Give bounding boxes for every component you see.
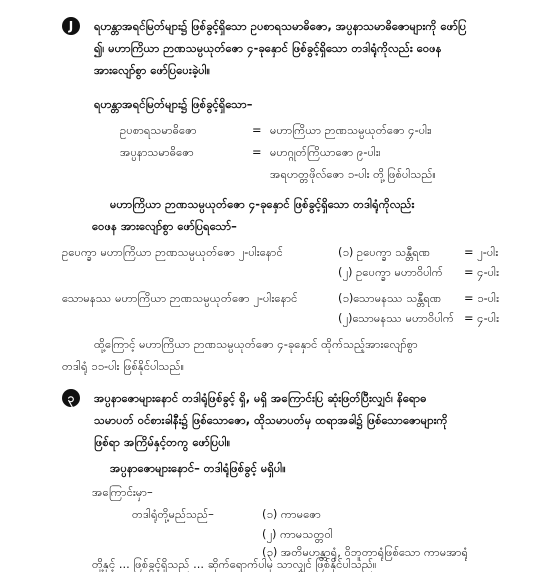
cut-off-bottom-line: တို့နှင့် ... ဖြစ်ခွင့်ရှိသည် ... ဆိုက်ရောက်ပါမှ သာလျှင် ဖြစ်နိုင်ပါသည်။	[92, 557, 377, 571]
section-2-sub-heading: အပ္ပနာဇောများနောင်– တဒါရုံဖြစ်ခွင့် မရှိပါ။	[110, 461, 286, 475]
group-2-item-1-count: = ၁-ပါး	[464, 291, 500, 305]
definition-value-appana: မဟဂ္ဂုတ်ကြိယာဇော ၉-ပါး၊	[270, 145, 381, 159]
group-1-item-2: (၂) ဥပေက္ခာ မဟာဝိပါက်	[338, 265, 443, 279]
group-1-item-2-count: = ၄-ပါး	[464, 265, 500, 279]
group-2-item-1: (၁)သောမနဿ သန္တီရဏ	[338, 291, 442, 305]
reasons-lead: တဒါရုံတို့မည်သည်–	[132, 507, 214, 521]
section-2-reason-label: အကြောင်းမှာ–	[92, 485, 153, 499]
section-1-number-marker: J	[62, 17, 80, 35]
group-1-item-1: (၁) ဥပေက္ခာ သန္တီရဏ	[338, 245, 431, 259]
section-1-question-line-3: အားလျော်စွာ ဖော်ပြပေးခဲ့ပါ။	[94, 63, 211, 77]
group-1-lead: ဥပေက္ခာ မဟာကြိယာ ဉာဏသမ္ပယုတ်ဇော ၂-ပါးနောင်	[62, 245, 283, 259]
section-1-heading-2-line-2: ဝေဖန အားလျော်စွာ ဖော်ပြရသော်–	[92, 219, 237, 233]
reason-1: (၁) ကာမဇော	[262, 507, 321, 521]
section-1-conclusion-line-2: တဒါရုံ ၁၁-ပါး ဖြစ်နိုင်ပါသည်။	[62, 359, 185, 373]
section-2-question-line-2: သမာပတ် ဝင်စားခါနီး၌ ဖြစ်သောဇော, ထိုသမာပတ်မှ ထရာအခါ၌ ဖြစ်သောဇောများကို	[94, 413, 448, 427]
definition-label-upacara: ဥပစာရသမာဓိဇော	[120, 123, 197, 137]
section-1-question-line-1: ရဟန္တာအရင်မြတ်များ၌ ဖြစ်ခွင့်ရှိသော ဥပစာရသမာဓိဇော, အပ္ပနာသမာဓိဇောများကို ဖော်ပြ	[94, 19, 467, 33]
section-2-number-marker: ၃	[62, 389, 80, 407]
group-1-item-1-count: = ၂-ပါး	[464, 245, 499, 259]
section-1-conclusion-line-1: ထို့ကြောင့် မဟာကြိယာ ဉာဏသမ္ပယုတ်ဇော ၄-ခုနှောင် ထိုက်သည့်အားလျော်စွာ	[94, 337, 418, 351]
group-2-lead: သောမနဿ မဟာကြိယာ ဉာဏသမ္ပယုတ်ဇော ၂-ပါးနောင်	[62, 291, 298, 305]
reason-2: (၂) ကာမသတ္တဝါ	[262, 527, 333, 541]
definition-value-upacara: မဟာကြိယာ ဉာဏသမ္ပယုတ်ဇော ၄-ပါး၊	[270, 123, 432, 137]
group-2-item-2-count: = ၄-ပါး	[464, 311, 500, 325]
definition-label-appana: အပ္ပနာသမာဓိဇော	[120, 145, 194, 159]
section-1-heading-2-line-1: မဟာကြိယာ ဉာဏသမ္ပယုတ်ဇော ၄-ခုနှောင် ဖြစ်ခွင့်ရှိသော တဒါရုံကိုလည်း	[110, 197, 415, 211]
group-2-item-2: (၂)သောမနဿ မဟာဝိပါက်	[338, 311, 454, 325]
reason-3: (၃) အတိမဟန္တာရုံ, ဝိဘူတာရုံဖြစ်သော ကာမအာရုံ	[262, 545, 469, 559]
section-1-sub-heading: ရဟန္တာအရင်မြတ်များ၌ ဖြစ်ခွင့်ရှိသော–	[94, 97, 253, 111]
section-2-question-line-1: အပ္ပနာဇောများနောင် တဒါရုံဖြစ်ခွင့် ရှိ, မရှိ အကြောင်းပြ ဆုံးဖြတ်ပြီးလျှင်၊ နိရောဓ	[94, 391, 427, 405]
definition-equals-appana: =	[252, 145, 262, 159]
definition-value-arahatta: အရဟတ္တဖိုလ်ဇော ၁-ပါး တို့ဖြစ်ပါသည်။	[270, 167, 436, 181]
definition-equals-upacara: =	[252, 123, 262, 137]
section-2-question-line-3: ဖြစ်ရာ အကြိမ်နှင့်တကွ ဖော်ပြပါ။	[94, 435, 231, 449]
section-1-question-line-2: ၍၊ မဟာကြိယာ ဉာဏသမ္ပယုတ်ဇော ၄-ခုနှောင် ဖြစ်ခွင့်ရှိသော တဒါရုံကိုလည်း ဝေဖန	[94, 41, 442, 55]
